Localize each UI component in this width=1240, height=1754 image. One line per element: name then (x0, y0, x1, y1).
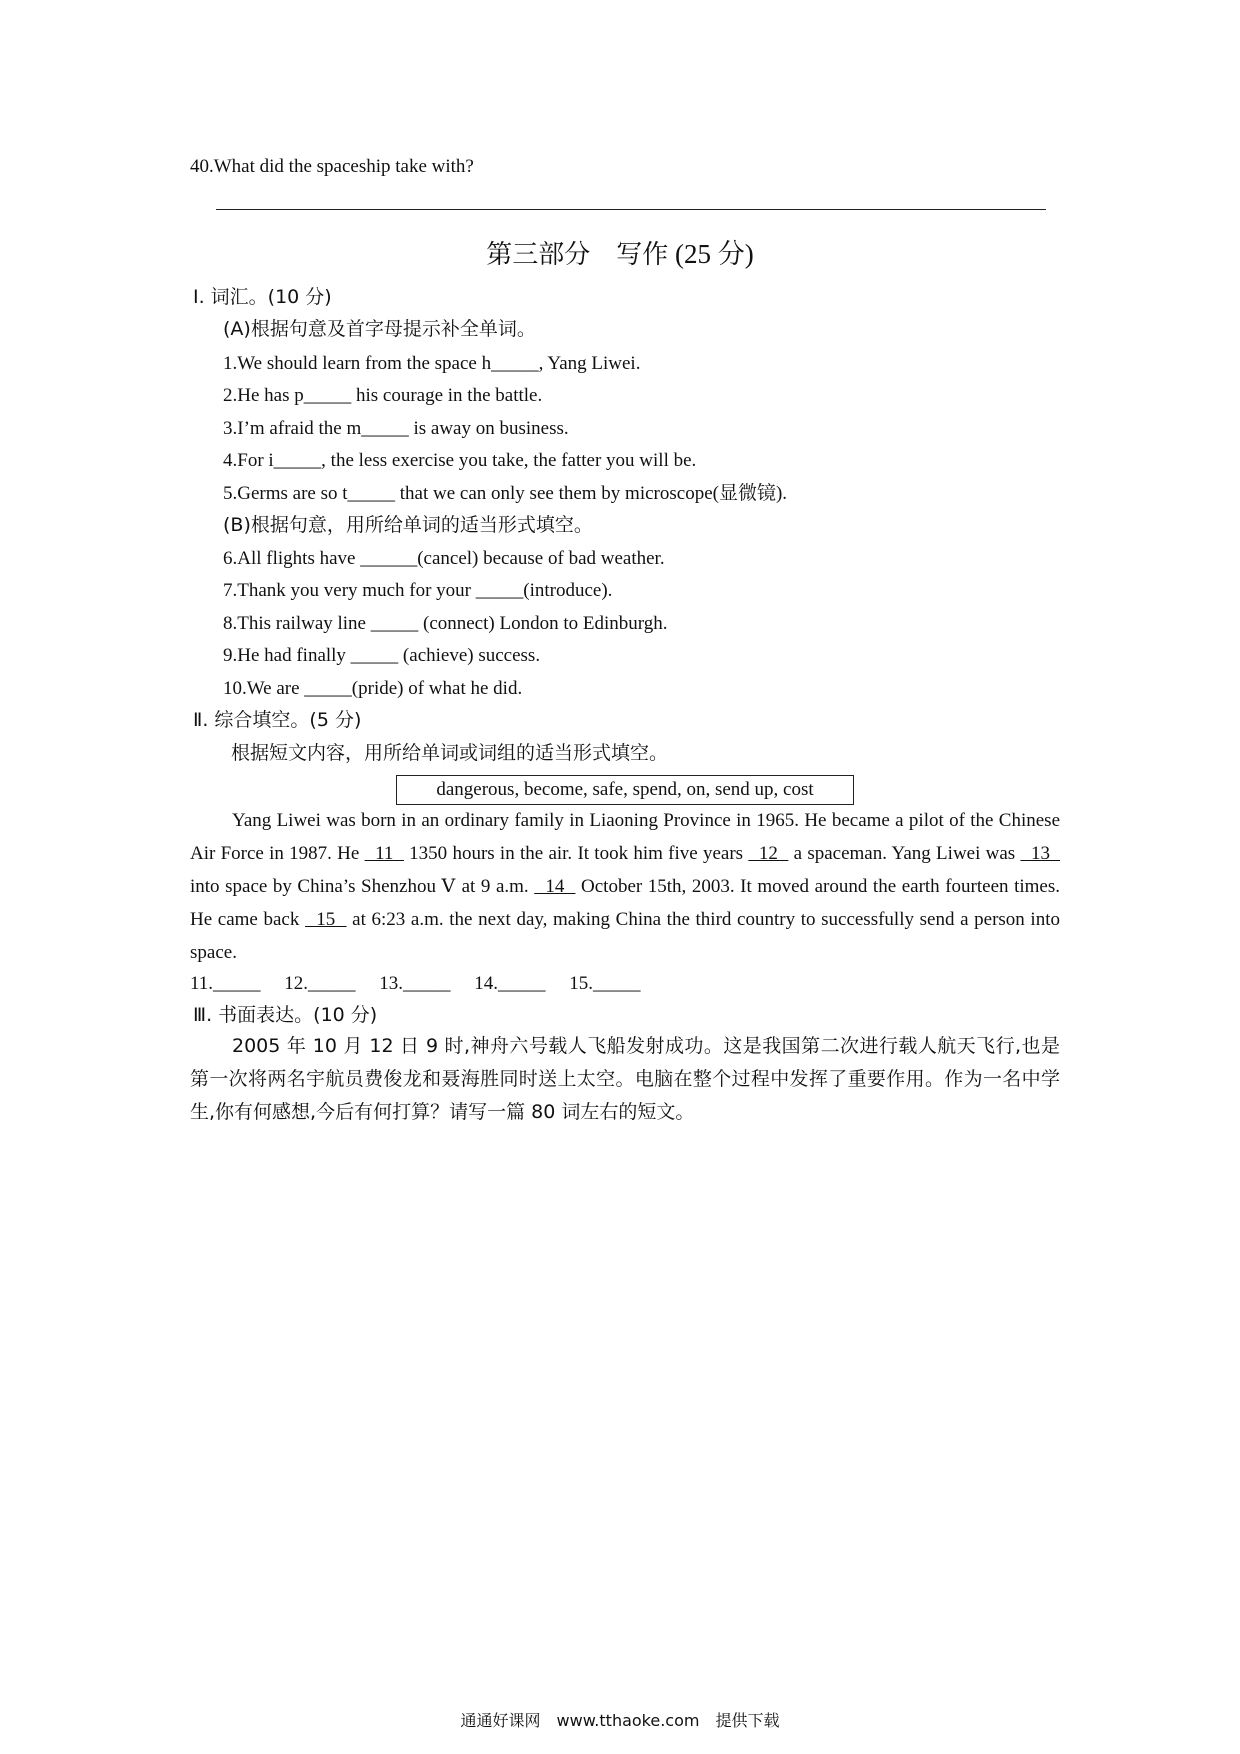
part2-instruction: 根据短文内容，用所给单词或词组的适当形式填空。 (231, 742, 669, 764)
writing-prompt: 2005 年 10 月 12 日 9 时,神舟六号载人飞船发射成功。这是我国第二次进行载人航天飞行,也是第一次将两名宇航员费俊龙和聂海胜同时送上太空。电脑在整个过程中发挥了重要作用。作为一名中学生,你有何感想,今后有何打算？请写一篇 80 词左右的短文。 (190, 1035, 1060, 1123)
section-title-cn: 第三部分 写作 (486, 240, 669, 270)
vocab-item-8: 8.This railway line _____ (connect) London to Edinburgh. (223, 613, 668, 634)
vocab-item-9: 9.He had finally _____ (achieve) success. (223, 645, 541, 666)
part2-heading: Ⅱ. 综合填空。(5 分) (193, 709, 362, 731)
vocab-item-10: 10.We are _____(pride) of what he did. (223, 678, 523, 699)
divider (216, 209, 1046, 210)
answer-line: 11._____ 12._____ 13._____ 14._____ 15._____ (190, 973, 641, 994)
word-bank-box: dangerous, become, safe, spend, on, send up, cost (396, 775, 854, 805)
vocab-item-6: 6.All flights have ______(cancel) because of bad weather. (223, 548, 665, 569)
blank-12: 12 (748, 843, 789, 864)
section-title-score: (25 分) (675, 239, 754, 269)
blank-11: 11 (364, 843, 404, 864)
section-title (0, 232, 1240, 271)
blank-14: 14 (534, 876, 576, 897)
part1-b-instruction: (B)根据句意，用所给单词的适当形式填空。 (223, 514, 593, 536)
cloze-passage: Yang Liwei was born in an ordinary family in Liaoning Province in 1965. He became a pilot of the Chinese Air Force in 1987. He 11 1350 hours in the air. It took him five years 12 a spaceman. Yang Liwei was 13 into space by China’s Shenzhou Ⅴ at 9 a.m. 14 October 15th, 2003. It moved around the earth fourteen times. He came back 15 at 6:23 a.m. the next day, making China the third country to successfully send a person into space. (190, 810, 1061, 963)
part1-heading: Ⅰ. 词汇。(10 分) (193, 286, 332, 308)
footer-credit: 通通好课网 www.tthaoke.com 提供下载 (460, 1711, 780, 1730)
vocab-item-3: 3.I’m afraid the m_____ is away on business. (223, 418, 569, 439)
vocab-item-7: 7.Thank you very much for your _____(introduce). (223, 580, 613, 601)
part1-a-instruction: (A)根据句意及首字母提示补全单词。 (223, 318, 536, 340)
vocab-item-4: 4.For i_____, the less exercise you take, the fatter you will be. (223, 450, 697, 471)
vocab-item-5: 5.Germs are so t_____ that we can only see them by microscope(显微镜). (223, 483, 788, 504)
blank-13: 13 (1020, 843, 1060, 864)
blank-15: 15 (305, 909, 347, 930)
vocab-item-1: 1.We should learn from the space h_____, Yang Liwei. (223, 353, 641, 374)
question-40: 40.What did the spaceship take with? (190, 156, 474, 177)
vocab-item-2: 2.He has p_____ his courage in the battle. (223, 385, 543, 406)
part3-heading: Ⅲ. 书面表达。(10 分) (193, 1004, 378, 1026)
